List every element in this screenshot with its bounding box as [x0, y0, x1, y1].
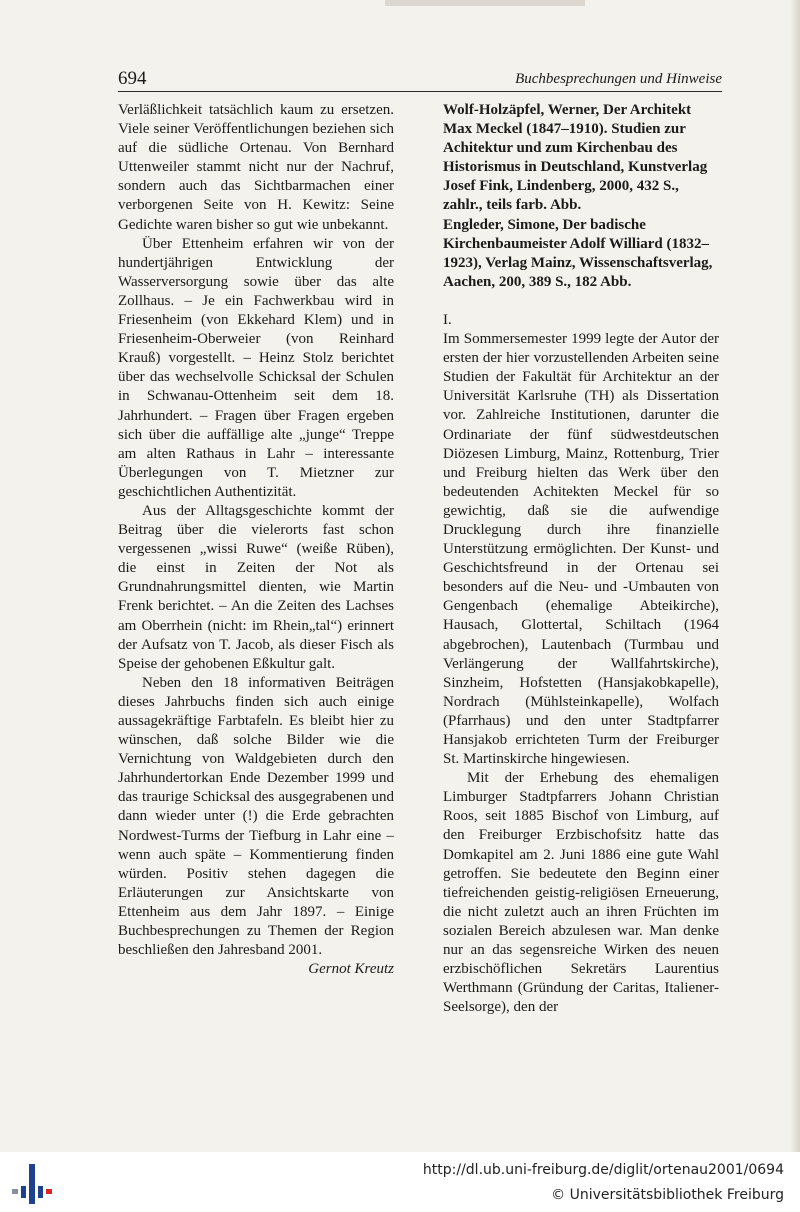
- right-column: [443, 101, 719, 1017]
- ub-freiburg-logo-icon: [10, 1162, 54, 1206]
- paragraph: Neben den 18 informativen Beiträgen dieses Jahrbuchs finden sich auch einige aussagekräftige Farbtafeln. Es bleibt hier zu wünschen, daß solche Bilder wie die Vernichtung von Waldgebieten durch den Jahrhundertorkan Ende Dezember 1999 und das traurige Schicksal des ausgegrabenen und dann wieder unter (!) die Erde gebrachten Nordwest-Turms der Tiefburg in Lahr eine – wenn auch späte – Kommentierung finden würden. Positiv stehen dagegen die Erläuterungen zur Ansichtskarte von Ettenheim aus dem Jahr 1897. – Einige Buchbesprechungen zu Themen der Region beschließen den Jahresband 2001.: [118, 674, 394, 959]
- paragraph: Im Sommersemester 1999 legte der Autor der ersten der hier vorzustellenden Arbeiten seine Studien der Fakultät für Architektur an der Universität Karlsruhe (TH) als Dissertation vor. Zahlreiche Institutionen, darunter die Ordinariate der fünf südwestdeutschen Diözesen Limburg, Mainz, Rottenburg, Trier und Freiburg hielten das Werk über den bedeutenden Achitekten Meckel für so gewichtig, daß sie die aufwendige Drucklegung durch ihre finanzielle Unterstützung ermöglichten. Der Kunst- und Geschichtsfreund in der Ortenau sei besonders auf die Neu- und -Umbauten von Gengenbach (ehemalige Abteikirche), Hausach, Glottertal, Schiltach (1964 abgebrochen), Lautenbach (Turmbau und Verlängerung der Wallfahrtskirche), Sinzheim, Hofstetten (Hansjakobkapelle), Nordrach (Mühlsteinkapelle), Wolfach (Pfarrhaus) und den unter Stadtpfarrer Hansjakob errichteten Turm der Freiburger St. Martinskirche hingewiesen.: [443, 331, 719, 768]
- review-author-signature: Gernot Kreutz: [308, 961, 394, 978]
- left-column: [118, 101, 394, 979]
- paragraph: Über Ettenheim erfahren wir von der hundertjährigen Entwicklung der Wasserversorgung sowie über das alte Zollhaus. – Je ein Fachwerkbau wird in Friesenheim (von Ekkehard Klem) und in Friesenheim-Oberweier (von Reinhard Krauß) vorgestellt. – Heinz Stolz berichtet über das wechselvolle Schicksal der Schulen in Schwanau-Ottenheim seit dem 18. Jahrhundert. – Fragen über Fragen ergeben sich über die auffällige alte „junge“ Treppe am alten Rathaus in Lahr – interessante Überlegungen von T. Mietzner zur geschichtlichen Authentizität.: [118, 235, 394, 500]
- review-title: Wolf-Holzäpfel, Werner, Der Architekt Max Meckel (1847–1910). Studien zur Achitektur und zum Kirchenbau des Historismus in Deutschland, Kunstverlag Josef Fink, Lindenberg, 2000, 432 S., zahlr., teils farb. Abb.: [443, 102, 708, 214]
- section-marker: I.: [443, 311, 452, 328]
- header-rule: [118, 91, 722, 92]
- paragraph: Aus der Alltagsgeschichte kommt der Beitrag über die vielerorts fast schon vergessenen „wissi Ruwe“ (weiße Rüben), die einst in Zeiten der Not als Grundnahrungsmittel dienten, wie Martin Frenk berichtet. – An die Zeiten des Lachses am Oberrhein (nicht: im Rhein„tal“) erinnert der Aufsatz von T. Jacob, als dieser Fisch als Speise der gehobenen Eßkultur galt.: [118, 502, 394, 672]
- page-spine-shadow: [790, 0, 800, 1152]
- section-spacer: [443, 292, 719, 311]
- scan-edge-strip: [385, 0, 585, 6]
- library-footer: [0, 1152, 800, 1212]
- paragraph: Verläßlichkeit tatsächlich kaum zu ersetzen. Viele seiner Veröffentlichungen beziehen sich auf die südliche Ortenau. Von Bernhard Uttenweiler stammt nicht nur der Nachruf, sondern auch das Sichtbarmachen einer verborgenen Seite von H. Kewitz: Seine Gedichte waren bisher so gut wie unbekannt.: [118, 102, 394, 233]
- running-head: Buchbesprechungen und Hinweise: [515, 71, 722, 87]
- page-number: 694: [118, 68, 147, 89]
- permalink-url[interactable]: http://dl.ub.uni-freiburg.de/diglit/ortenau2001/0694: [422, 1162, 784, 1178]
- paragraph: Mit der Erhebung des ehemaligen Limburger Stadtpfarrers Johann Christian Roos, seit 1885 Bischof von Limburg, auf den Freiburger Erzbischofsitz hatte das Domkapitel am 2. Juni 1886 eine gute Wahl getroffen. Sie bedeutete den Beginn einer tiefreichenden geistig-religiösen Erneuerung, die nicht zuletzt auch an ihren Früchten im sozialen Bereich abzulesen war. Man denke nur an das segensreiche Wirken des neuen erzbischöflichen Sekretärs Laurentius Werthmann (Gründung der Caritas, Italiener-Seelsorge), den der: [443, 770, 719, 1016]
- page-header: [118, 68, 722, 90]
- copyright-notice: © Universitätsbibliothek Freiburg: [551, 1187, 784, 1203]
- review-title: Engleder, Simone, Der badische Kirchenbaumeister Adolf Williard (1832–1923), Verlag Mainz, Wissenschaftsverlag, Aachen, 200, 389 S., 182 Abb.: [443, 216, 713, 290]
